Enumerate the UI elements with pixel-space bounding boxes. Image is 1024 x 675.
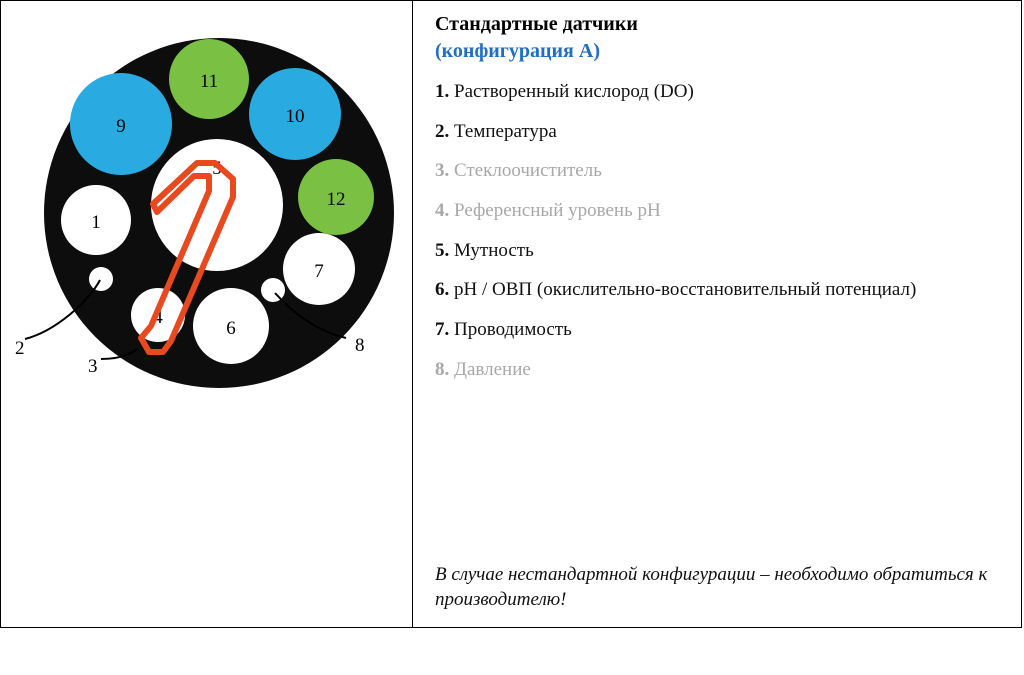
legend-note: В случае нестандартной конфигурации – необходимо обратиться к производителю! (435, 563, 988, 611)
legend-title (435, 11, 1007, 65)
callout-8: 8 (355, 335, 365, 356)
svg-text:11: 11 (199, 71, 219, 92)
legend-title-line1: Стандартные датчики (435, 13, 638, 35)
callout-2: 2 (15, 338, 25, 359)
legend-item-3-label: Стеклоочиститель (454, 160, 602, 182)
diagram-cell (1, 1, 413, 627)
port-10 (249, 68, 341, 160)
svg-text:10: 10 (285, 106, 305, 127)
svg-text:6: 6 (226, 318, 236, 339)
legend-item-6 (435, 278, 1007, 303)
legend-item-1-label: Растворенный кислород (DO) (454, 81, 694, 102)
callout-3: 3 (88, 356, 98, 377)
pin-2 (89, 267, 113, 291)
legend-item-3-number: 3. (435, 160, 450, 182)
legend-item-8-number: 8. (435, 358, 450, 380)
legend-item-6-label: pH / ОВП (окислительно-восстановительный потенциал) (454, 279, 917, 301)
legend-item-7-label: Проводимость (454, 319, 572, 341)
legend-item-4 (435, 199, 1007, 224)
legend-item-2-number: 2. (435, 120, 450, 142)
legend-item-7 (435, 318, 1007, 343)
sensor-port-diagram (1, 1, 411, 401)
port-12 (298, 159, 374, 235)
svg-text:4: 4 (153, 307, 163, 328)
legend-item-1 (435, 80, 1007, 105)
legend-title-line2: (конфигурация A) (435, 40, 600, 62)
legend-item-8 (435, 358, 1007, 383)
legend-item-5-number: 5. (435, 239, 450, 261)
legend-item-2 (435, 120, 1007, 145)
legend-item-4-label: Референсный уровень pH (454, 200, 661, 222)
svg-text:12: 12 (326, 189, 346, 210)
port-7 (283, 233, 355, 305)
port-9 (70, 73, 172, 175)
port-1 (61, 185, 131, 255)
svg-text:1: 1 (91, 212, 101, 233)
port-5 (151, 139, 283, 271)
legend-cell (413, 1, 1021, 627)
legend-item-7-number: 7. (435, 319, 450, 341)
legend-item-1-number: 1. (435, 81, 450, 102)
port-11 (169, 39, 249, 119)
legend-item-8-label: Давление (454, 358, 531, 380)
legend-item-5-label: Мутность (454, 239, 534, 261)
port-6 (193, 288, 269, 364)
svg-text:7: 7 (314, 261, 324, 282)
legend-item-6-number: 6. (435, 279, 450, 301)
svg-text:9: 9 (116, 116, 126, 137)
legend-item-5 (435, 239, 1007, 264)
legend-item-2-label: Температура (454, 120, 557, 142)
legend-item-4-number: 4. (435, 200, 450, 222)
legend-item-3 (435, 159, 1007, 184)
svg-text:5: 5 (212, 158, 222, 179)
